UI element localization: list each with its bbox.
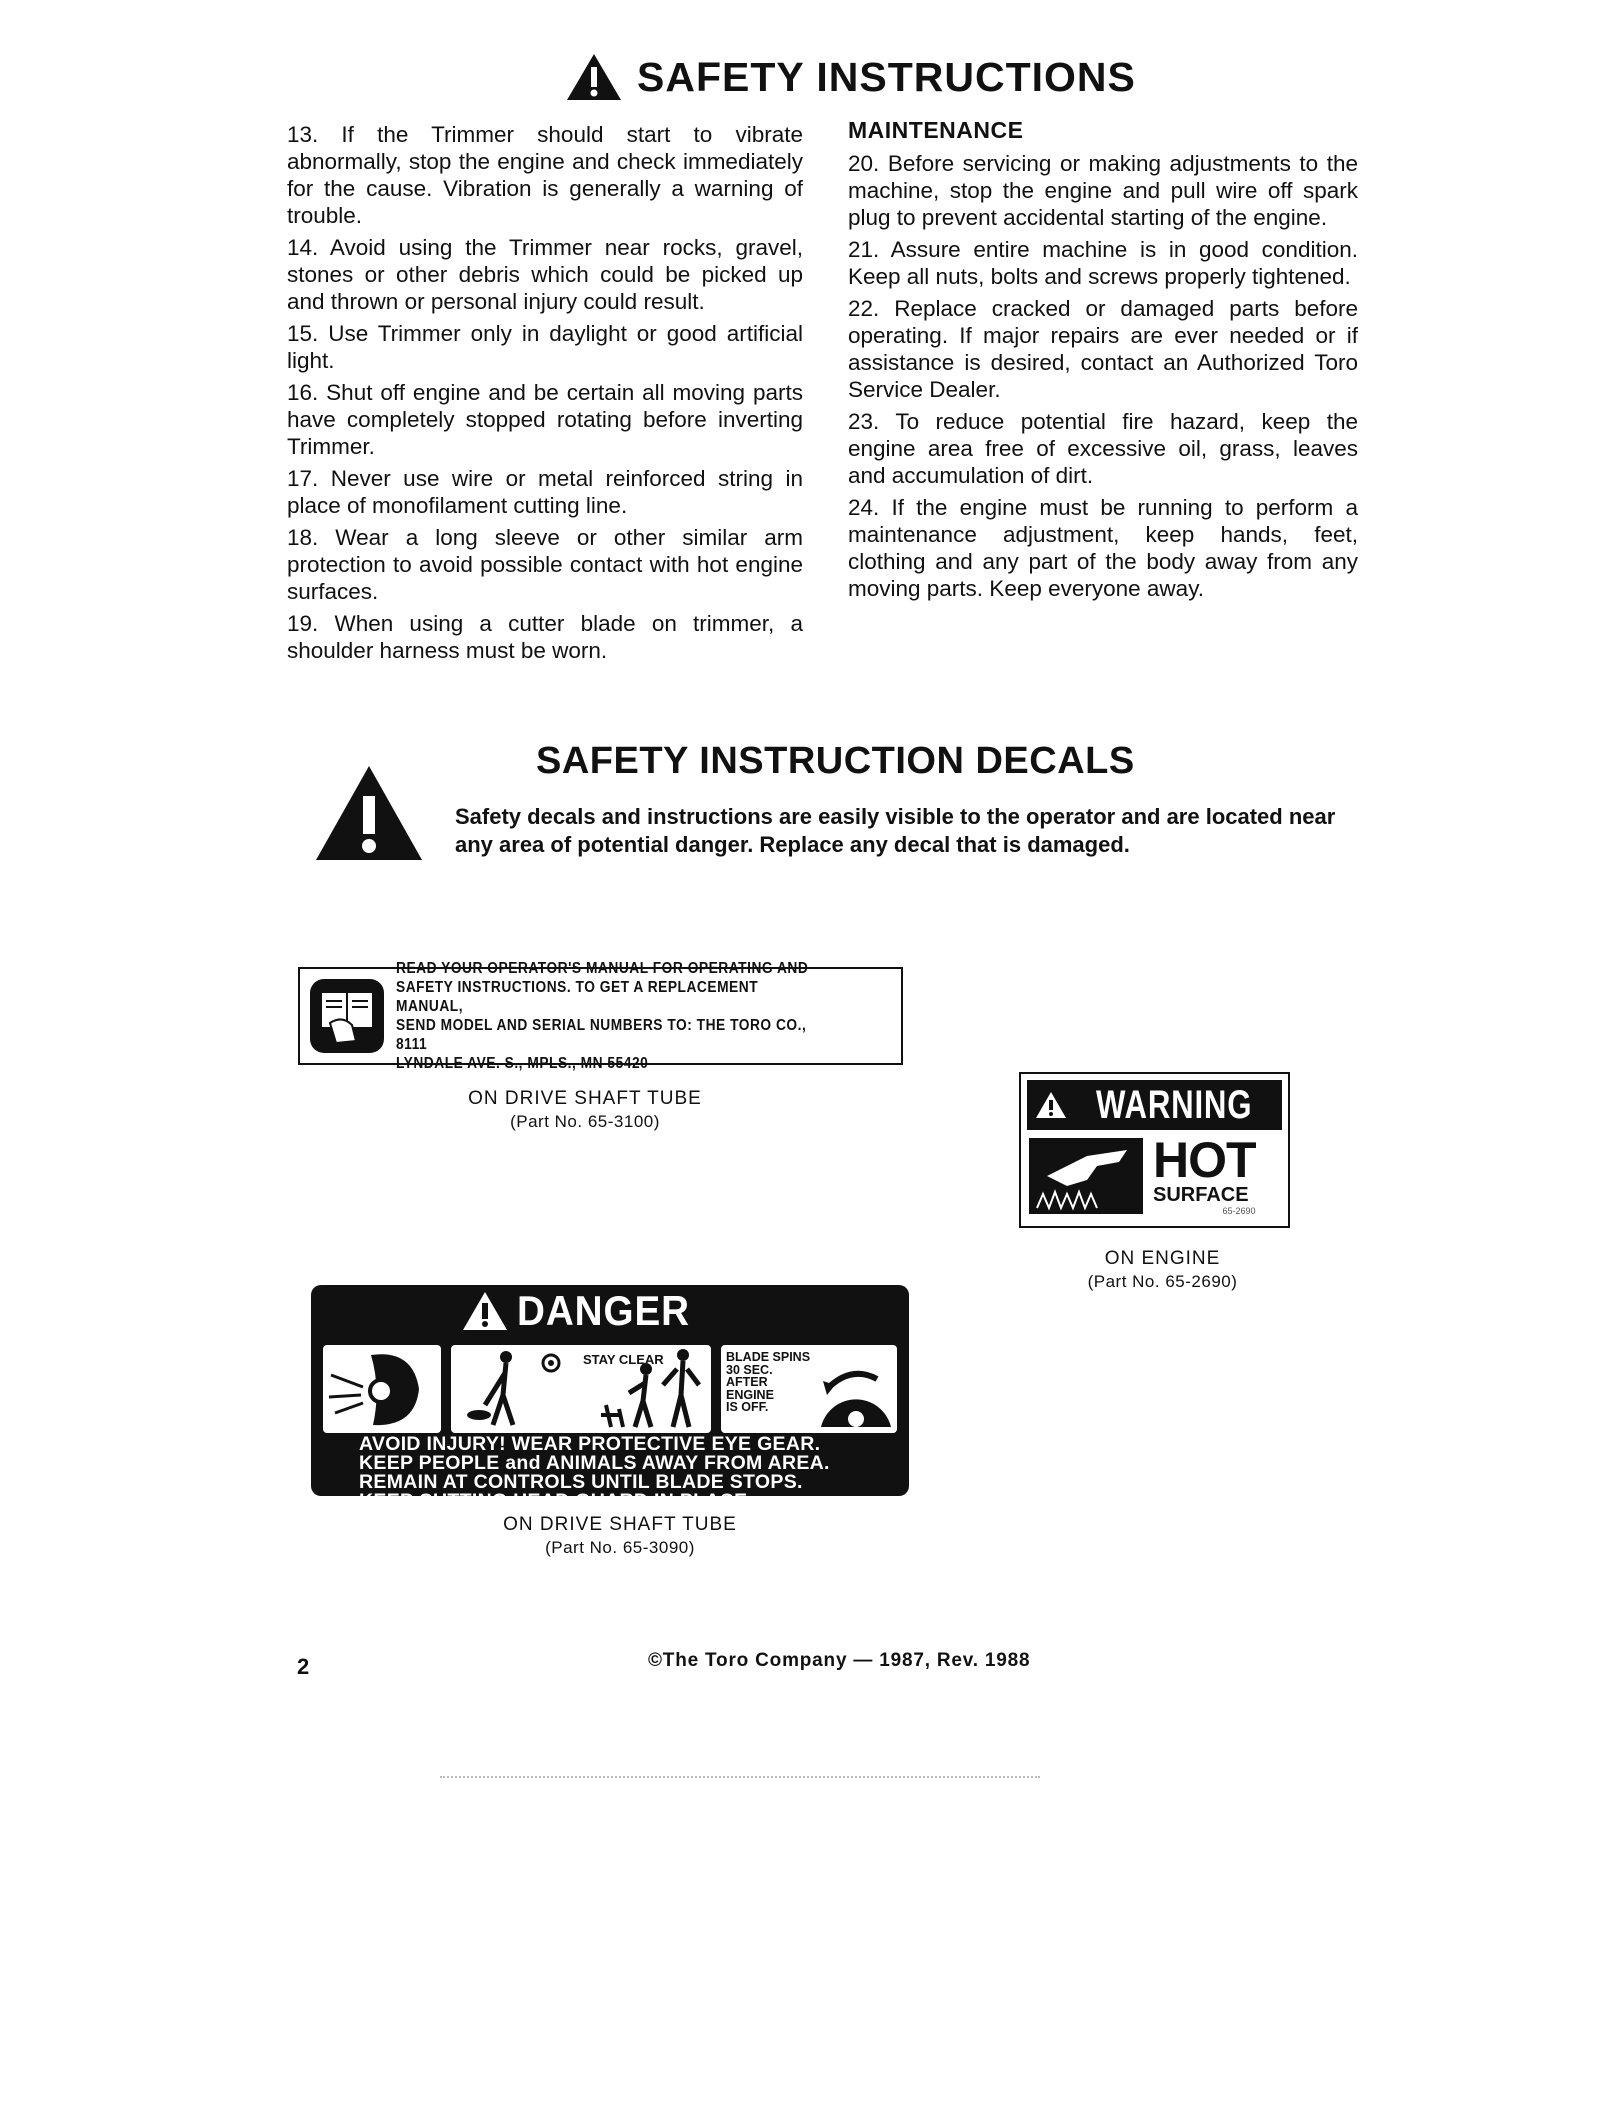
copyright: ©The Toro Company — 1987, Rev. 1988 — [648, 1650, 1031, 1671]
decals-intro: Safety decals and instructions are easily visible to the operator and are located near any area of potential danger. Replace any decal that is damaged. — [455, 804, 1336, 857]
maintenance-heading: MAINTENANCE — [848, 117, 1024, 143]
instruction-15: 15. Use Trimmer only in daylight or good artificial light. — [287, 321, 803, 373]
danger-decal — [311, 1285, 909, 1512]
surface-label: SURFACE — [1153, 1184, 1249, 1206]
warning-triangle-icon — [461, 1290, 509, 1332]
instruction-14: 14. Avoid using the Trimmer near rocks, gravel, stones or other debris which could be picked up and thrown or personal injury could result. — [287, 235, 803, 314]
manual-decal-part: (Part No. 65-3100) — [510, 1112, 660, 1131]
large-warning-triangle-icon — [314, 764, 424, 862]
manual-decal-text: READ YOUR OPERATOR'S MANUAL FOR OPERATING AND SAFETY INSTRUCTIONS. TO GET A REPLACEMENT MANUAL, SEND MODEL AND SERIAL NUMBERS TO: THE TORO CO., 8111 LYNDALE AVE. S., MPLS., MN 55420 — [396, 960, 809, 1072]
blade-spins-label: BLADE SPINS 30 SEC. AFTER ENGINE IS OFF. — [726, 1350, 811, 1414]
hot-hand-icon — [1027, 1136, 1145, 1216]
instruction-20: 20. Before servicing or making adjustments to the machine, stop the engine and pull wire off spark plug to prevent accidental starting of the engine. — [848, 151, 1358, 230]
eye-gear-panel — [323, 1345, 441, 1433]
instruction-18: 18. Wear a long sleeve or other similar arm protection to avoid possible contact with hot engine surfaces. — [287, 525, 803, 604]
page-number: 2 — [297, 1654, 310, 1679]
page-title-text: SAFETY INSTRUCTIONS — [637, 53, 1136, 100]
danger-label: DANGER — [517, 1287, 690, 1334]
danger-decal-part: (Part No. 65-3090) — [545, 1538, 695, 1557]
warning-label: WARNING — [1096, 1082, 1253, 1127]
instruction-13: 13. If the Trimmer should start to vibrate abnormally, stop the engine and check immediately for the cause. Vibration is generally a warning of trouble. — [287, 122, 803, 228]
blade-spins-panel — [721, 1345, 897, 1433]
hot-words — [1153, 1132, 1256, 1216]
page-title — [565, 52, 1136, 102]
instruction-16: 16. Shut off engine and be certain all moving parts have completely stopped rotating before inverting Trimmer. — [287, 380, 803, 459]
warning-band — [1027, 1080, 1282, 1130]
instruction-21: 21. Assure entire machine is in good condition. Keep all nuts, bolts and screws properly tightened. — [848, 237, 1358, 289]
danger-line-4: KEEP CUTTING HEAD GUARD IN PLACE. — [359, 1490, 754, 1512]
hot-label: HOT — [1153, 1132, 1256, 1188]
stay-clear-label: STAY CLEAR — [583, 1352, 664, 1367]
hot-decal-caption — [1040, 1247, 1285, 1293]
instruction-24: 24. If the engine must be running to perform a maintenance adjustment, keep hands, feet, clothing and any part of the body away from any moving parts. Keep everyone away. — [848, 495, 1358, 601]
stay-clear-panel — [451, 1345, 711, 1433]
danger-line-3: REMAIN AT CONTROLS UNTIL BLADE STOPS. — [359, 1471, 803, 1493]
warning-triangle-icon — [565, 52, 623, 102]
instruction-17: 17. Never use wire or metal reinforced string in place of monofilament cutting line. — [287, 466, 803, 518]
read-manual-icon — [308, 977, 386, 1055]
warning-triangle-icon — [1034, 1090, 1068, 1120]
scan-artifact-divider — [440, 1776, 1040, 1778]
hot-surface-decal — [1019, 1072, 1290, 1228]
left-column — [287, 121, 803, 669]
stay-clear-icon — [451, 1345, 711, 1433]
eye-protection-icon — [323, 1345, 441, 1433]
danger-title — [461, 1287, 705, 1335]
danger-line-1: AVOID INJURY! WEAR PROTECTIVE EYE GEAR. — [359, 1433, 821, 1455]
right-column — [848, 117, 1358, 607]
hot-part-small: 65-2690 — [1222, 1206, 1256, 1216]
instruction-22: 22. Replace cracked or damaged parts before operating. If major repairs are ever needed or if assistance is desired, contact an Authorized Toro Service Dealer. — [848, 296, 1358, 402]
danger-line-2: KEEP PEOPLE and ANIMALS AWAY FROM AREA. — [359, 1452, 830, 1474]
hot-decal-location: ON ENGINE — [1104, 1248, 1221, 1269]
manual-decal-location: ON DRIVE SHAFT TUBE — [468, 1088, 702, 1109]
hot-row — [1027, 1132, 1282, 1216]
instruction-23: 23. To reduce potential fire hazard, keep the engine area free of excessive oil, grass, leaves and accumulation of dirt. — [848, 409, 1358, 488]
decals-title: SAFETY INSTRUCTION DECALS — [536, 740, 1135, 782]
spinning-blade-icon — [813, 1359, 895, 1431]
instruction-19: 19. When using a cutter blade on trimmer, a shoulder harness must be worn. — [287, 611, 803, 663]
manual-decal-caption — [440, 1087, 730, 1133]
danger-decal-location: ON DRIVE SHAFT TUBE — [503, 1514, 737, 1535]
hot-decal-part: (Part No. 65-2690) — [1087, 1272, 1238, 1291]
manual-decal — [298, 960, 903, 1072]
danger-instructions — [359, 1435, 830, 1511]
danger-decal-caption — [470, 1513, 770, 1559]
